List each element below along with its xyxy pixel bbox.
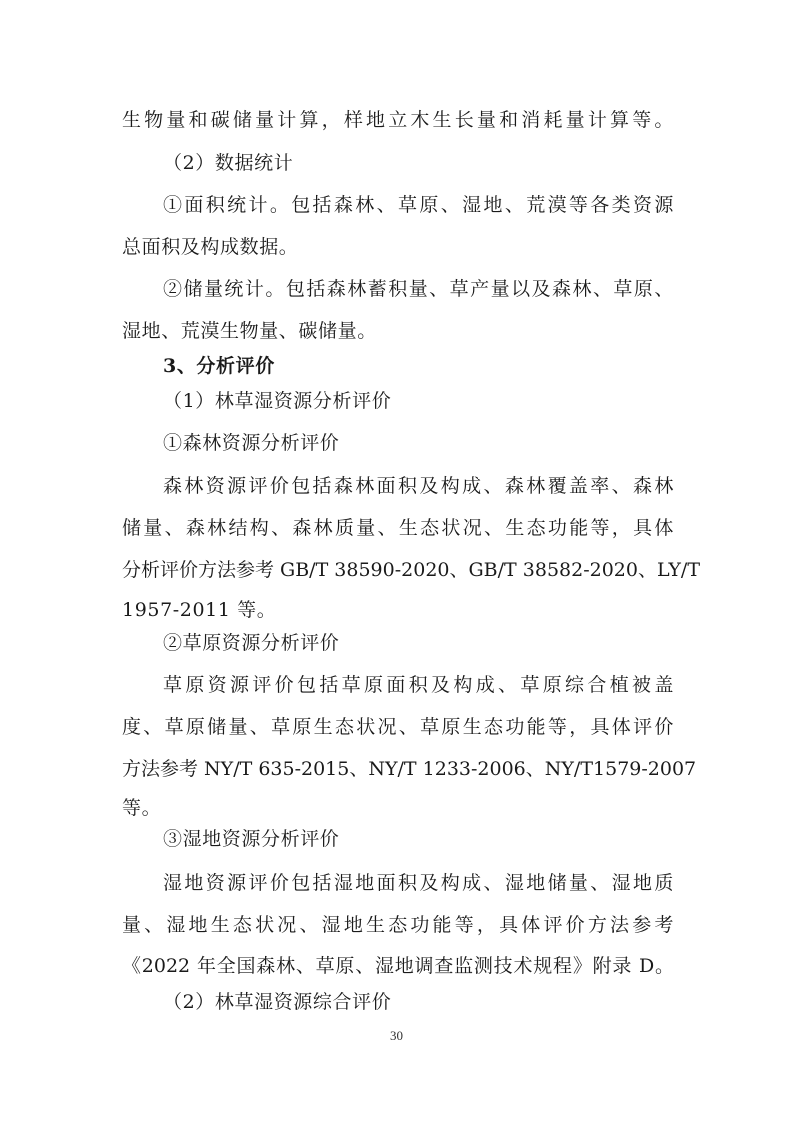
- paragraph-line: 方法参考 NY/T 635-2015、NY/T 1233-2006、NY/T1579-2007: [122, 758, 697, 780]
- item-heading: ①森林资源分析评价: [163, 432, 340, 454]
- paragraph-line: 湿地资源评价包括湿地面积及构成、湿地储量、湿地质: [163, 872, 674, 894]
- paragraph-line: 储量、森林结构、森林质量、生态状况、生态功能等，具体: [122, 517, 674, 539]
- subsection-heading: （2）数据统计: [163, 152, 294, 174]
- paragraph-line: 草原资源评价包括草原面积及构成、草原综合植被盖: [163, 674, 674, 696]
- paragraph-line: 总面积及构成数据。: [122, 236, 299, 258]
- paragraph-line: 生物量和碳储量计算，样地立木生长量和消耗量计算等。: [122, 109, 674, 131]
- paragraph-line: 分析评价方法参考 GB/T 38590-2020、GB/T 38582-2020、LY/T: [122, 559, 700, 581]
- paragraph-line: ②储量统计。包括森林蓄积量、草产量以及森林、草原、: [163, 278, 674, 300]
- paragraph-line: 1957-2011 等。: [122, 599, 277, 621]
- subsection-heading: （1）林草湿资源分析评价: [163, 390, 392, 412]
- paragraph-line: 森林资源评价包括森林面积及构成、森林覆盖率、森林: [163, 475, 674, 497]
- paragraph-line: 度、草原储量、草原生态状况、草原生态功能等，具体评价: [122, 716, 674, 738]
- paragraph-line: 量、湿地生态状况、湿地生态功能等，具体评价方法参考: [122, 914, 674, 936]
- item-heading: ③湿地资源分析评价: [163, 828, 340, 850]
- page-number: 30: [390, 1028, 403, 1043]
- paragraph-line: 湿地、荒漠生物量、碳储量。: [122, 320, 377, 342]
- paragraph-line: ①面积统计。包括森林、草原、湿地、荒漠等各类资源: [163, 194, 674, 216]
- subsection-heading: （2）林草湿资源综合评价: [163, 991, 392, 1013]
- section-heading: 3、分析评价: [163, 355, 275, 377]
- item-heading: ②草原资源分析评价: [163, 632, 340, 654]
- paragraph-line: 《2022 年全国森林、草原、湿地调查监测技术规程》附录 D。: [122, 955, 674, 977]
- paragraph-line: 等。: [122, 797, 162, 819]
